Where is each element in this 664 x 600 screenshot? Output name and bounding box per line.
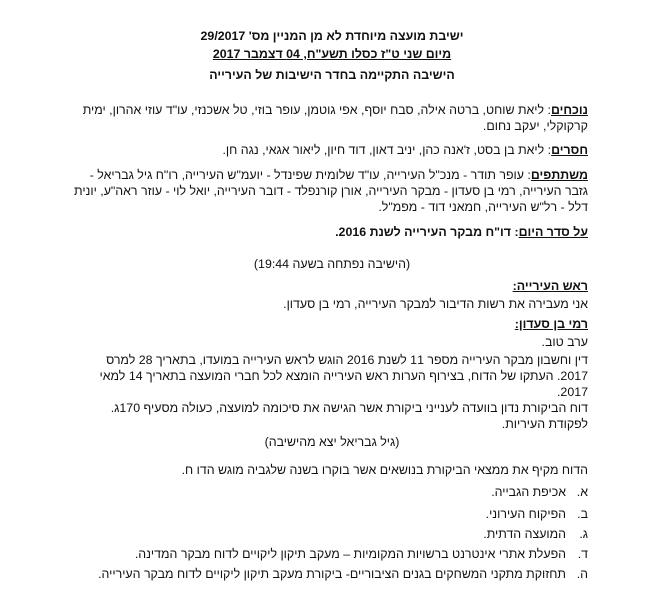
- list-item-text: המועצה הדתית.: [483, 527, 566, 541]
- speaker-auditor: רמי בן סעדון:: [514, 317, 588, 331]
- agenda-label: על סדר היום: [518, 225, 588, 239]
- mayor-statement: אני מעבירה את רשות הדיבור למבקר העירייה, רמי בן סעדון.: [283, 297, 588, 311]
- opening-time: (הישיבה נפתחה בשעה 19:44): [253, 257, 411, 271]
- agenda-section: [74, 224, 588, 240]
- list-item-letter: ב.: [577, 507, 588, 521]
- present-list: : ליאת שוחט, ברטה אילה, סבח יוסף, אפי גוטמן, עופר בוזי, טל אשכנזי, עו"ד עוזי אהרון, ימית קרקוקלי, יעקב נחום.: [82, 103, 588, 133]
- absent-section: [74, 142, 588, 158]
- list-item-text: הפיקוח העירוני.: [485, 507, 566, 521]
- list-item-letter: א.: [576, 485, 588, 499]
- list-item-letter: ה.: [576, 567, 588, 581]
- agenda-text: : דו"ח מבקר העירייה לשנת 2016.: [335, 225, 519, 239]
- list-item: [58, 484, 588, 500]
- meeting-date: מיום שני ט"ז כסלו תשע"ח, 04 דצמבר 2017: [212, 47, 452, 61]
- meeting-location: הישיבה התקיימה בחדר הישיבות של העירייה: [209, 68, 455, 82]
- participants-label: משתתפים: [530, 168, 588, 182]
- present-label: נוכחים: [550, 103, 588, 117]
- list-item: [58, 566, 588, 582]
- list-item-letter: ג.: [579, 527, 588, 541]
- report-intro: הדוח מקיף את ממצאי הביקורת בנושאים אשר בוקרו בשנה שלגביה מוגש הדו ח.: [181, 463, 588, 477]
- list-item-letter: ד.: [577, 547, 588, 561]
- list-item: [58, 546, 588, 562]
- auditor-greeting: ערב טוב.: [541, 335, 588, 349]
- absent-label: חסרים: [551, 143, 588, 157]
- list-item-text: הפעלת אתרי אינטרנט ברשויות המקומיות – מעקב תיקון ליקויים לדוח מבקר המדינה.: [134, 547, 566, 561]
- list-item-text: אכיפת הגבייה.: [491, 485, 566, 499]
- participants-section: [74, 167, 588, 215]
- absent-list: : ליאת בן בסט, ז'אנה כהן, יניב דאון, דוד חיון, ליאור אגאי, נגה חן.: [222, 143, 552, 157]
- speaker-mayor: ראש העירייה:: [512, 279, 588, 293]
- list-item: [58, 526, 588, 542]
- present-section: [74, 102, 588, 134]
- list-item: [58, 506, 588, 522]
- auditor-paragraph-1: דין וחשבון מבקר העירייה מספר 11 לשנת 2016 הוגש לראש העירייה במועדו, בתאריך 28 למרס 2017. העתקו של הדוח, בצירוף הערות ראש העירייה הומצא לכל חברי המועצה בתאריך 14 למאי 2017.: [99, 353, 588, 399]
- participants-list: : עופר תודר - מנכ"ל העירייה, עו"ד שלומית שפינדל - יועמ"ש העירייה, רו"ח גיל גבריאל - גזבר העירייה, רמי בן סעדון - מבקר העירייה, אורן קורנפלד - דובר העירייה, יואל לוי - עוזר ראה"ע, יונית דלל - רל"ש העירייה, חמאני דוד - מפמ"ל.: [74, 168, 588, 214]
- exit-note: (גיל גבריאל יצא מהישיבה): [264, 435, 400, 449]
- auditor-paragraph-2: דוח הביקורת נדון בוועדה לענייני ביקורת אשר הגישה את סיכומה למועצה, כעולה מסעיף 170ג. לפקודת העיריות.: [110, 401, 588, 431]
- list-item-text: תחזוקת מתקני המשחקים בגנים הציבוריים- ביקורת מעקב תיקון ליקויים לדוח מבקר העירייה.: [98, 567, 566, 581]
- meeting-title: ישיבת מועצה מיוחדת לא מן המניין מס' 29/2017: [200, 29, 464, 43]
